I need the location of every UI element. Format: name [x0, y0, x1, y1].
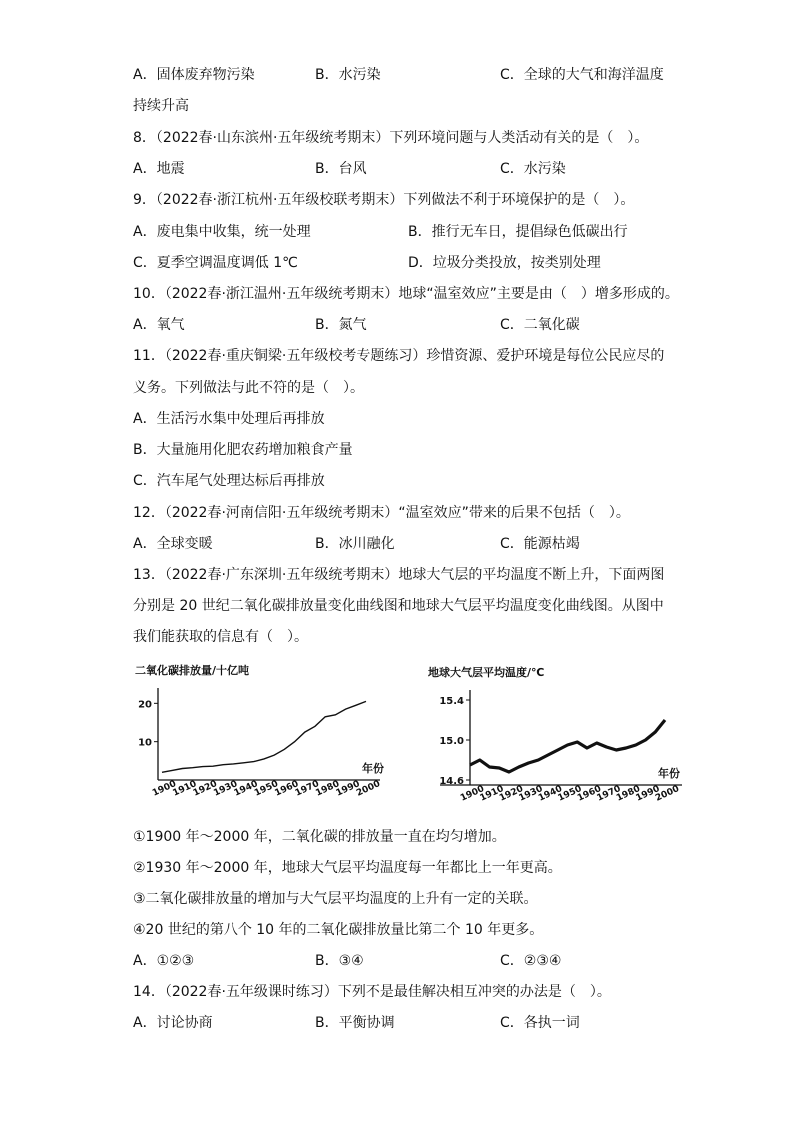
q13-option-c: C．②③④ — [500, 953, 562, 969]
temp-x-tick-label: 1950 — [556, 784, 584, 804]
co2-x-tick-label: 1960 — [273, 779, 301, 799]
co2-x-tick-label: 1930 — [212, 779, 240, 799]
temp-y-tick-label: 15.0 — [439, 736, 464, 747]
co2-x-tick-label: 1900 — [151, 779, 178, 799]
co2-x-tick-label: 1990 — [334, 779, 362, 799]
q8-option-c: C．水污染 — [500, 161, 566, 177]
q13-stem-line3: 我们能获取的信息有（ ）。 — [133, 629, 308, 645]
q9-option-b: B．推行无车日，提倡绿色低碳出行 — [408, 224, 628, 240]
temp-x-tick-label: 1920 — [498, 784, 525, 804]
co2-series-line — [162, 701, 366, 772]
q9-option-c: C．夏季空调温度调低 1℃ — [133, 255, 298, 271]
q14-stem: 14．（2022春·五年级课时练习）下列不是最佳解决相互冲突的办法是（ ）。 — [133, 984, 611, 1000]
q13-option-a: A．①②③ — [133, 953, 195, 969]
temp-x-tick-label: 1990 — [634, 784, 662, 804]
co2-y-tick-label: 10 — [138, 737, 152, 749]
q7-option-a: A．固体废弃物污染 — [133, 67, 255, 83]
co2-x-tick-label: 1910 — [171, 779, 199, 799]
q10-stem: 10．（2022春·浙江温州·五年级统考期末）地球“温室效应”主要是由（ ）增多形成的。 — [133, 286, 679, 302]
q12-option-a: A．全球变暖 — [133, 536, 213, 552]
q12-stem: 12．（2022春·河南信阳·五年级统考期末）“温室效应”带来的后果不包括（ ）。 — [133, 505, 630, 521]
q11-stem-line1: 11．（2022春·重庆铜梁·五年级校考专题练习）珍惜资源、爱护环境是每位公民应尽的 — [133, 348, 665, 364]
q7-option-c: C．全球的大气和海洋温度 — [500, 67, 664, 83]
q9-option-d: D．垃圾分类投放，按类别处理 — [408, 255, 601, 271]
temp-x-axis-label: 年份 — [658, 767, 680, 780]
q8-stem: 8．（2022春·山东滨州·五年级统考期末）下列环境问题与人类活动有关的是（ ）。 — [133, 130, 649, 146]
q12-option-b: B．冰川融化 — [315, 536, 395, 552]
q13-stem-line2: 分别是 20 世纪二氧化碳排放量变化曲线图和地球大气层平均温度变化曲线图。从图中 — [133, 598, 664, 614]
temp-x-tick-label: 1940 — [537, 784, 564, 804]
temperature-chart — [420, 658, 690, 818]
co2-x-tick-label: 1980 — [314, 779, 342, 799]
q8-option-b: B．台风 — [315, 161, 367, 177]
temp-series-line — [470, 720, 665, 772]
q7-option-c-wrap: 持续升高 — [133, 98, 189, 114]
co2-x-tick-label: 1920 — [191, 779, 219, 799]
temp-chart-title: 地球大气层平均温度/℃ — [428, 666, 545, 679]
q11-stem-line2: 义务。下列做法与此不符的是（ ）。 — [133, 380, 364, 396]
q13-statement-1: ①1900 年～2000 年，二氧化碳的排放量一直在均匀增加。 — [133, 829, 506, 845]
q11-option-a: A．生活污水集中处理后再排放 — [133, 411, 325, 427]
co2-emission-chart — [130, 658, 390, 808]
q13-statement-3: ③二氧化碳排放量的增加与大气层平均温度的上升有一定的关联。 — [133, 891, 538, 907]
q13-stem-line1: 13．（2022春·广东深圳·五年级统考期末）地球大气层的平均温度不断上升，下面两图 — [133, 567, 665, 583]
co2-y-tick-label: 20 — [138, 699, 152, 711]
q9-stem: 9．（2022春·浙江杭州·五年级校联考期末）下列做法不利于环境保护的是（ ）。 — [133, 192, 635, 208]
temp-x-tick-label: 1930 — [517, 784, 545, 804]
q9-option-a: A．废电集中收集，统一处理 — [133, 224, 311, 240]
temp-x-tick-label: 1980 — [615, 784, 642, 804]
co2-x-axis-label: 年份 — [362, 762, 384, 775]
temp-y-tick-label: 15.4 — [439, 696, 464, 707]
q8-option-a: A．地震 — [133, 161, 185, 177]
q14-option-b: B．平衡协调 — [315, 1015, 395, 1031]
co2-x-tick-label: 1950 — [253, 779, 280, 799]
q14-option-a: A．讨论协商 — [133, 1015, 213, 1031]
q13-statement-4: ④20 世纪的第八个 10 年的二氧化碳排放量比第二个 10 年更多。 — [133, 922, 544, 938]
q10-option-c: C．二氧化碳 — [500, 317, 580, 333]
q7-option-b: B．水污染 — [315, 67, 381, 83]
co2-x-tick-label: 1940 — [232, 779, 260, 799]
co2-chart-title: 二氧化碳排放量/十亿吨 — [135, 664, 250, 677]
temp-x-tick-label: 1900 — [459, 784, 486, 804]
temp-x-tick-label: 2000 — [654, 784, 681, 804]
q10-option-a: A．氧气 — [133, 317, 185, 333]
q11-option-b: B．大量施用化肥农药增加粮食产量 — [133, 442, 353, 458]
temp-x-tick-label: 1970 — [595, 784, 623, 804]
temp-x-tick-label: 1960 — [576, 784, 603, 804]
co2-x-tick-label: 2000 — [355, 779, 382, 799]
q11-option-c: C．汽车尾气处理达标后再排放 — [133, 473, 325, 489]
temp-x-tick-label: 1910 — [478, 784, 506, 804]
temp-y-tick-label: 14.6 — [439, 776, 464, 787]
q12-option-c: C．能源枯竭 — [500, 536, 580, 552]
co2-x-tick-label: 1970 — [293, 779, 321, 799]
q13-statement-2: ②1930 年～2000 年，地球大气层平均温度每一年都比上一年更高。 — [133, 860, 562, 876]
q14-option-c: C．各执一词 — [500, 1015, 580, 1031]
q10-option-b: B．氮气 — [315, 317, 367, 333]
q13-option-b: B．③④ — [315, 953, 364, 969]
